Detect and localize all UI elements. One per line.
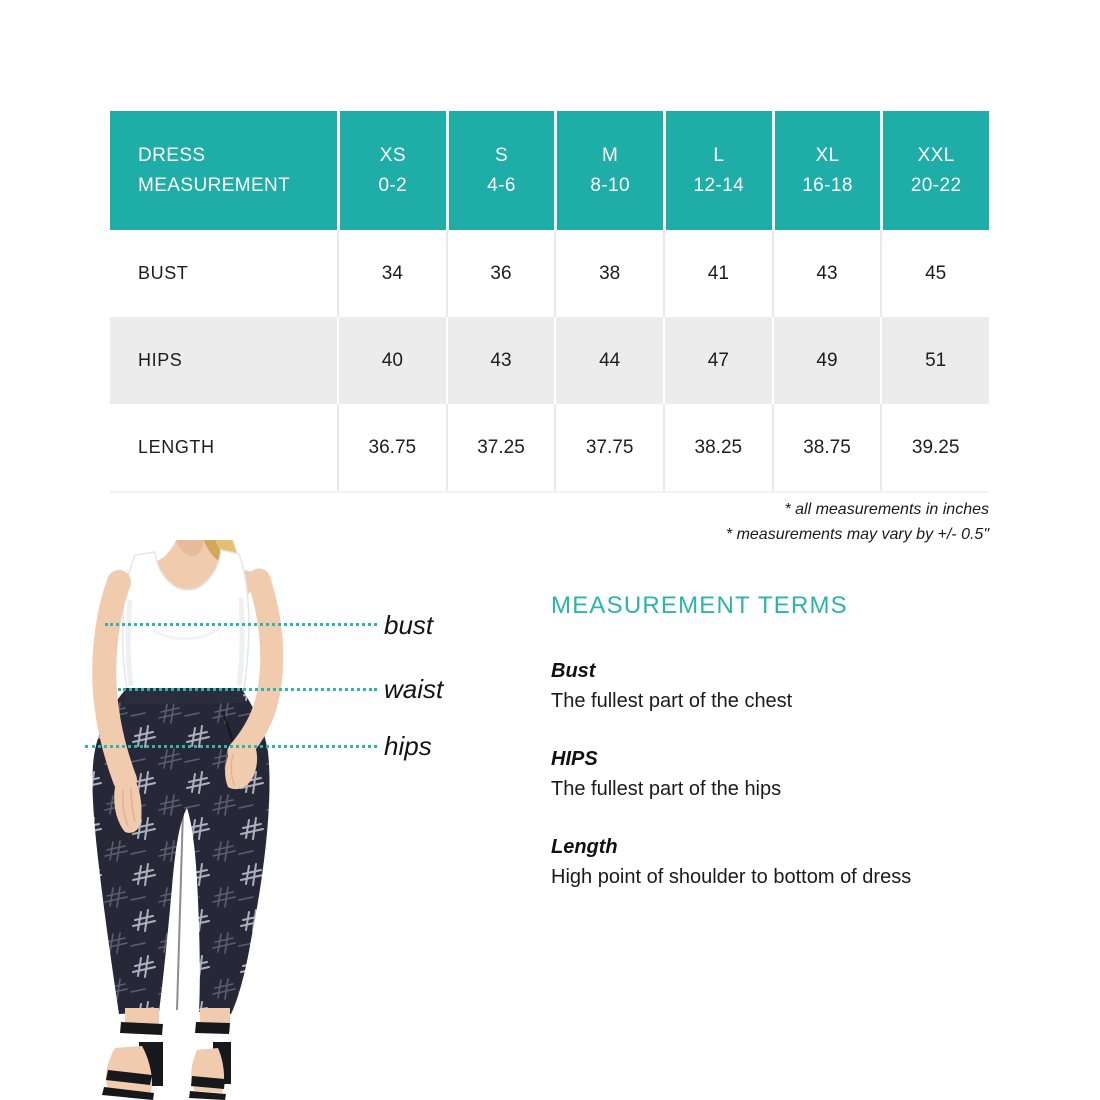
cell-bust-xs: 34 xyxy=(337,230,446,317)
size-chart-header-row xyxy=(110,111,989,230)
term-name: HIPS xyxy=(551,748,598,770)
header-title-line2: MEASUREMENT xyxy=(138,174,291,196)
table-row-length xyxy=(110,404,989,491)
sandals xyxy=(102,1008,231,1100)
size-range: 16-18 xyxy=(802,174,853,196)
cell-length-xs: 36.75 xyxy=(337,404,446,491)
term-item-length xyxy=(551,836,1011,889)
header-cell-xs xyxy=(337,111,446,230)
cell-bust-l: 41 xyxy=(663,230,772,317)
term-name: Bust xyxy=(551,660,596,682)
cell-bust-m: 38 xyxy=(554,230,663,317)
header-cell-dress-measurement xyxy=(110,111,337,230)
waist-label: waist xyxy=(384,674,444,704)
cell-hips-xxl: 51 xyxy=(880,317,989,404)
size-label: XL xyxy=(815,144,840,166)
header-cell-s xyxy=(446,111,555,230)
hips-measure-line xyxy=(85,745,377,748)
size-chart-table xyxy=(110,111,989,493)
row-label-length: LENGTH xyxy=(138,437,215,457)
table-row-bust xyxy=(110,230,989,317)
cell-hips-xs: 40 xyxy=(337,317,446,404)
cell-length-xxl: 39.25 xyxy=(880,404,989,491)
term-name: Length xyxy=(551,836,618,858)
size-range: 20-22 xyxy=(910,174,962,196)
term-item-bust xyxy=(551,660,1011,713)
cell-hips-s: 43 xyxy=(446,317,555,404)
size-label: S xyxy=(494,144,509,166)
bust-measure-line xyxy=(105,623,377,626)
size-label: XS xyxy=(379,144,406,166)
size-range: 8-10 xyxy=(590,174,630,196)
table-footnotes xyxy=(726,497,989,547)
term-definition: High point of shoulder to bottom of dress xyxy=(551,866,912,888)
size-range: 4-6 xyxy=(487,174,516,196)
term-definition: The fullest part of the hips xyxy=(551,778,782,800)
terms-heading: MEASUREMENT TERMS xyxy=(551,592,848,619)
size-label: L xyxy=(713,144,725,166)
bust-label: bust xyxy=(384,610,434,640)
term-definition: The fullest part of the chest xyxy=(551,690,793,712)
size-label: M xyxy=(602,144,619,166)
size-range: 12-14 xyxy=(693,174,745,196)
size-label: XXL xyxy=(917,144,955,166)
cell-length-s: 37.25 xyxy=(446,404,555,491)
size-range: 0-2 xyxy=(378,174,408,196)
term-item-hips xyxy=(551,748,1011,801)
cell-hips-m: 44 xyxy=(554,317,663,404)
waist-measure-line xyxy=(118,688,377,691)
row-label-hips: HIPS xyxy=(138,350,183,370)
header-cell-l xyxy=(663,111,772,230)
hips-label: hips xyxy=(384,731,432,761)
cell-length-xl: 38.75 xyxy=(772,404,881,491)
table-row-hips xyxy=(110,317,989,404)
header-cell-xxl xyxy=(880,111,989,230)
measurement-terms-section xyxy=(551,592,1011,924)
cell-bust-xxl: 45 xyxy=(880,230,989,317)
row-label-bust: BUST xyxy=(138,263,189,283)
header-cell-m xyxy=(554,111,663,230)
cell-length-l: 38.25 xyxy=(663,404,772,491)
footnote-variance: * measurements may vary by +/- 0.5" xyxy=(725,526,989,543)
header-cell-xl xyxy=(772,111,881,230)
cell-bust-s: 36 xyxy=(446,230,555,317)
header-title-line1: DRESS xyxy=(138,144,206,166)
cell-bust-xl: 43 xyxy=(772,230,881,317)
footnote-inches: * all measurements in inches xyxy=(784,501,989,518)
cell-length-m: 37.75 xyxy=(554,404,663,491)
cell-hips-l: 47 xyxy=(663,317,772,404)
cell-hips-xl: 49 xyxy=(772,317,881,404)
